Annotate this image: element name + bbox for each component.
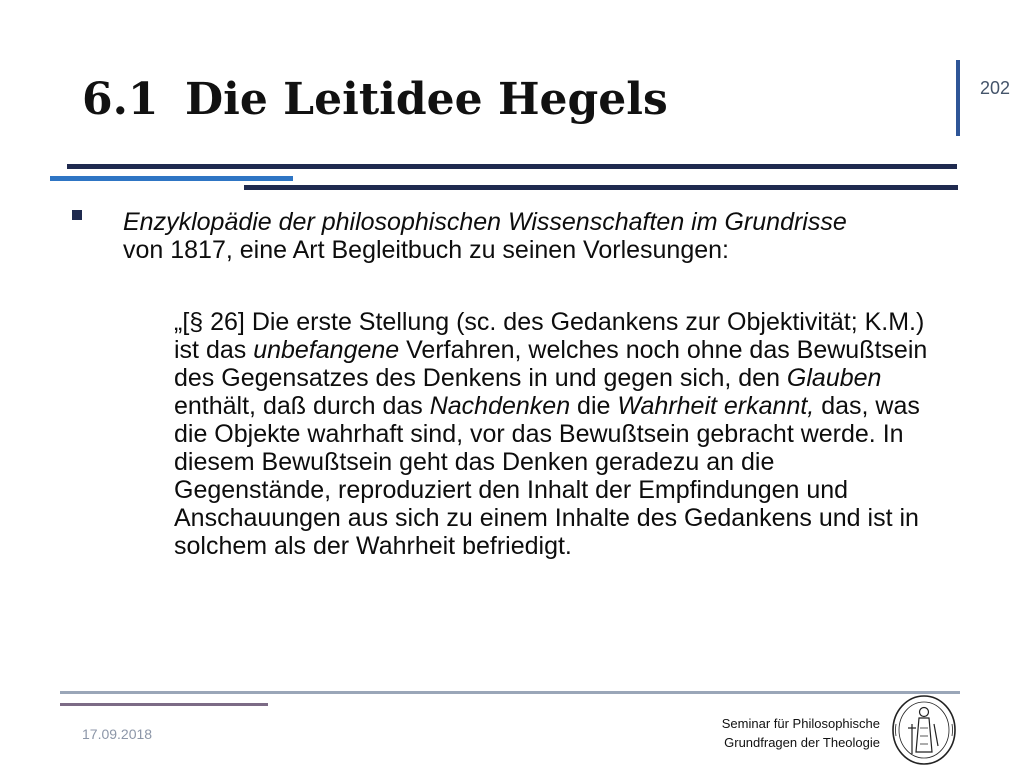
bullet-paragraph bbox=[123, 208, 863, 264]
body-text: die bbox=[570, 392, 618, 420]
page-number: 202 bbox=[980, 78, 1011, 98]
section-number: 6.1 bbox=[82, 74, 159, 125]
emphasis-text: Wahrheit erkannt, bbox=[617, 392, 815, 420]
emphasis-text: unbefangene bbox=[253, 336, 400, 364]
emphasis-text: Nachdenken bbox=[429, 392, 571, 420]
institution-line-2: Grundfragen der Theologie bbox=[724, 735, 880, 750]
header-rule-bottom bbox=[244, 185, 958, 190]
footer-rule-gray bbox=[60, 691, 960, 694]
header-rule-accent bbox=[50, 176, 293, 181]
body-text: enthält, daß durch das bbox=[174, 392, 430, 420]
body-text: das, was die Objekte wahrhaft sind, vor das Bewußtsein gebracht werde. In diesem Bewußtsein geht das Denken geradezu an die Gegenstände, reproduziert den Inhalt der Empfindungen und Anschauungen aus sich zu einem Inhalte des Gedankens und ist in solchem als der Wahrheit befriedigt. bbox=[174, 392, 920, 560]
square-bullet-icon bbox=[72, 210, 82, 220]
body-text: „[§ 26] Die erste Stellung (sc. des Gedankens zur Objektivität; K.M.) ist das bbox=[174, 308, 925, 364]
header-rule-top bbox=[67, 164, 957, 169]
body-text: von 1817, eine Art Begleitbuch zu seinen Vorlesungen: bbox=[123, 236, 729, 264]
slide-date: 17.09.2018 bbox=[82, 726, 153, 742]
footer-rule-mauve bbox=[60, 703, 268, 706]
university-seal-icon bbox=[890, 694, 958, 766]
header-vertical-rule bbox=[956, 60, 960, 136]
title-text: Die Leitidee Hegels bbox=[185, 74, 668, 125]
emphasis-text: Glauben bbox=[786, 364, 882, 392]
institution-line-1: Seminar für Philosophische bbox=[721, 716, 880, 731]
slide-title bbox=[82, 70, 668, 130]
hegel-quote bbox=[174, 308, 934, 560]
institution-name bbox=[700, 714, 880, 752]
body-text: Verfahren, welches noch ohne das Bewußtsein des Gegensatzes des Denkens in und gegen sich, den bbox=[174, 336, 928, 392]
emphasis-text: Enzyklopädie der philosophischen Wissenschaften im Grundrisse bbox=[123, 208, 847, 236]
